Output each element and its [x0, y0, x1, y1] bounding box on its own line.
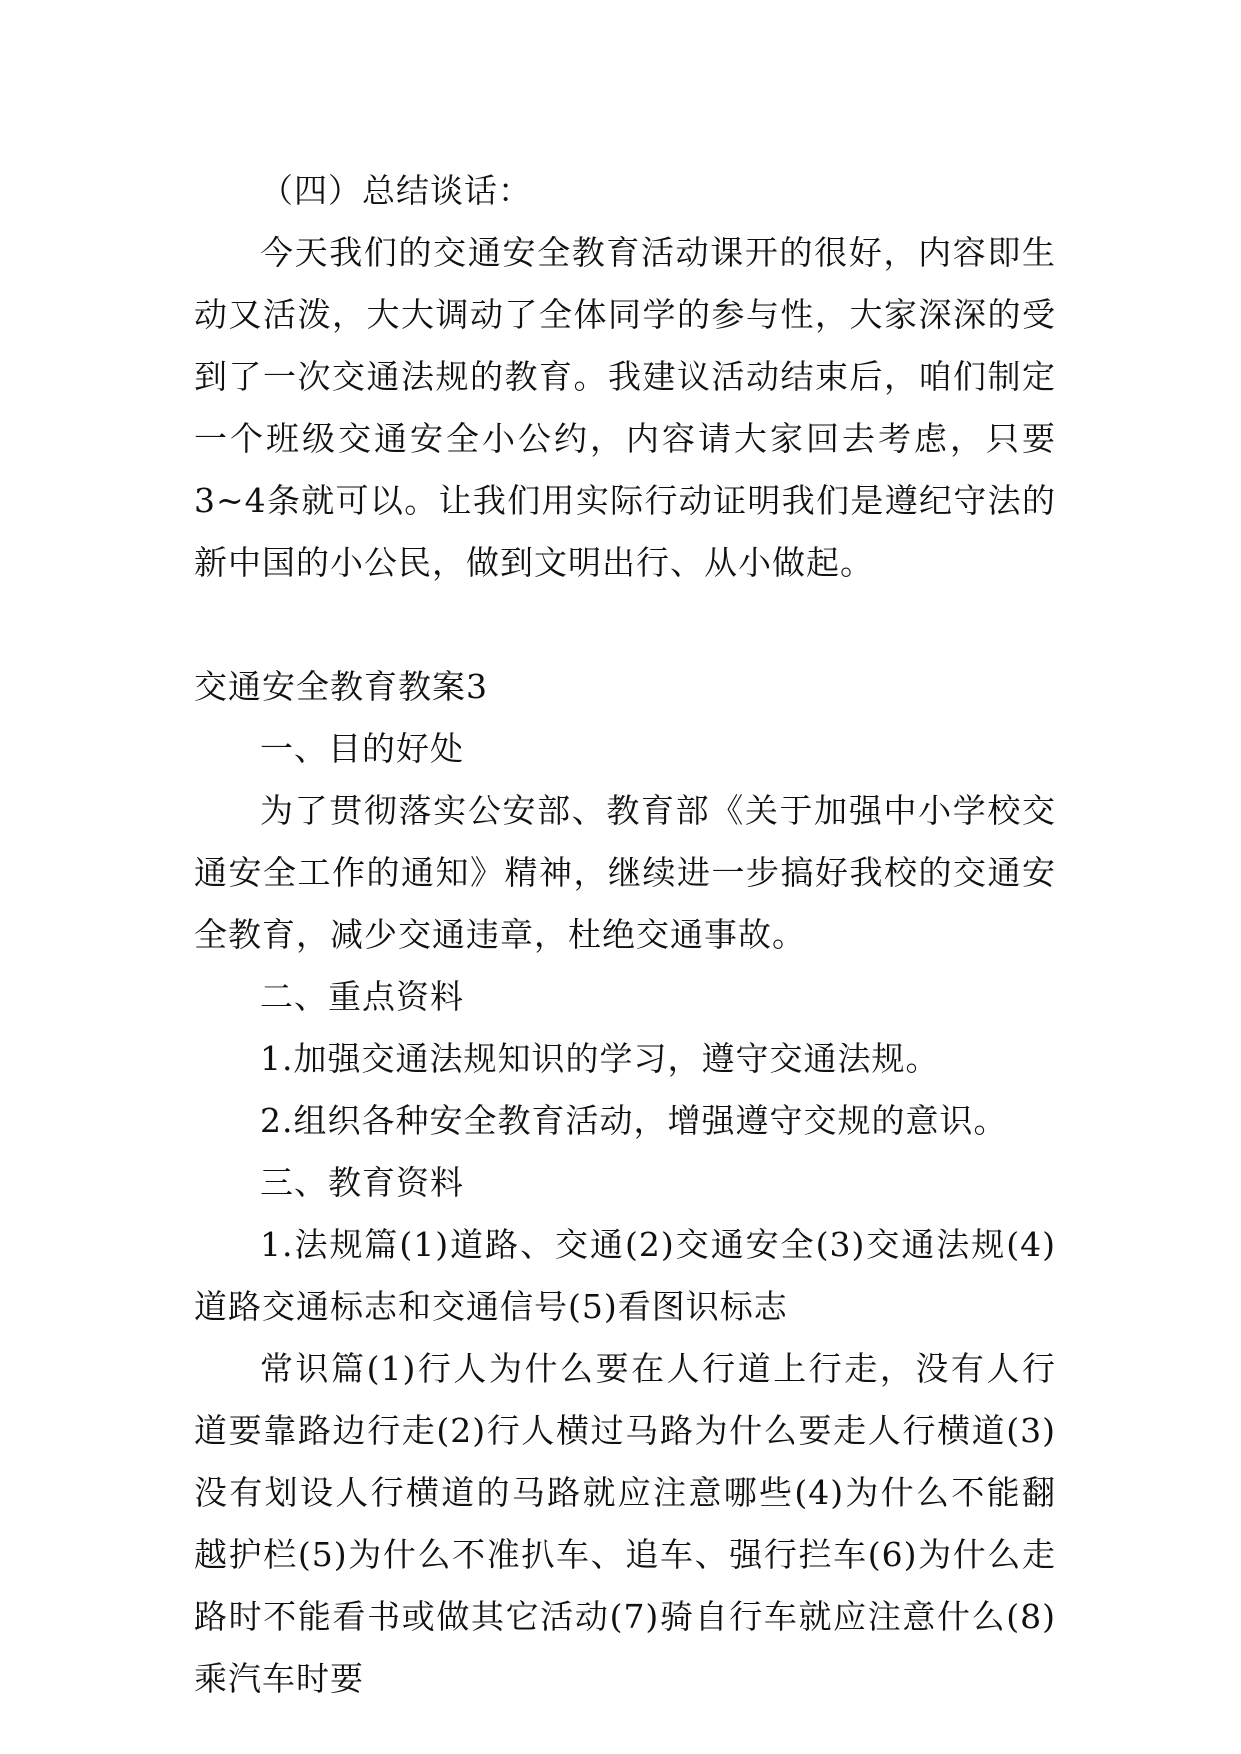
section-heading-purpose: 一、目的好处	[260, 729, 464, 768]
regulations-paragraph: 1.法规篇(1)道路、交通(2)交通安全(3)交通法规(4)道路交通标志和交通信号(5)看图识标志	[194, 1225, 1056, 1326]
key-material-item-2: 2.组织各种安全教育活动，增强遵守交规的意识。	[260, 1101, 1008, 1140]
section-heading-education-materials: 三、教育资料	[260, 1163, 464, 1202]
summary-paragraph: 今天我们的交通安全教育活动课开的很好，内容即生动又活泼，大大调动了全体同学的参与性，大家深深的受到了一次交通法规的教育。我建议活动结束后，咱们制定一个班级交通安全小公约，内容请大家回去考虑，只要3~4条就可以。让我们用实际行动证明我们是遵纪守法的新中国的小公民，做到文明出行、从小做起。	[194, 233, 1056, 582]
section-heading-key-materials: 二、重点资料	[260, 977, 464, 1016]
common-sense-paragraph: 常识篇(1)行人为什么要在人行道上行走，没有人行道要靠路边行走(2)行人横过马路为什么要走人行横道(3)没有划设人行横道的马路就应注意哪些(4)为什么不能翻越护栏(5)为什么不准扒车、追车、强行拦车(6)为什么走路时不能看书或做其它活动(7)骑自行车就应注意什么(8)乘汽车时要	[194, 1349, 1056, 1698]
purpose-paragraph: 为了贯彻落实公安部、教育部《关于加强中小学校交通安全工作的通知》精神，继续进一步搞好我校的交通安全教育，减少交通违章，杜绝交通事故。	[194, 791, 1056, 954]
key-material-item-1: 1.加强交通法规知识的学习，遵守交通法规。	[260, 1039, 940, 1078]
section-spacer	[194, 594, 1056, 656]
lesson-plan-title: 交通安全教育教案3	[194, 667, 488, 706]
section-heading-summary: （四）总结谈话：	[260, 171, 532, 210]
document-body	[194, 160, 1056, 1710]
